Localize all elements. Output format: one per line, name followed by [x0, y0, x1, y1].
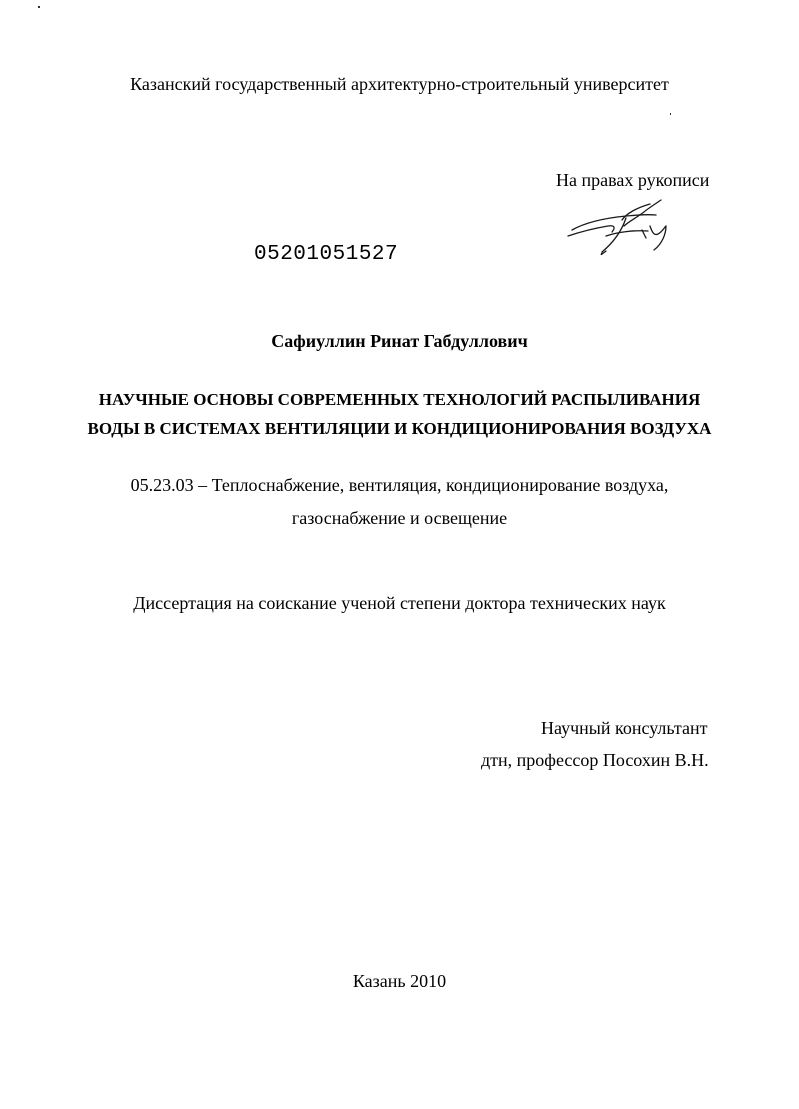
specialty-line-1: 05.23.03 – Теплоснабжение, вентиляция, кондиционирование воздуха, — [130, 475, 669, 495]
scan-speck — [38, 6, 40, 8]
scan-speck — [670, 113, 671, 115]
signature-icon — [566, 196, 676, 260]
place-year: Казань 2010 — [352, 971, 447, 991]
manuscript-rights: На правах рукописи — [556, 170, 710, 190]
degree-statement: Диссертация на соискание ученой степени доктора технических наук — [133, 593, 666, 613]
title-line-1: НАУЧНЫЕ ОСНОВЫ СОВРЕМЕННЫХ ТЕХНОЛОГИЙ РАСПЫЛИВАНИЯ — [98, 390, 701, 409]
author-name: Сафиуллин Ринат Габдуллович — [271, 331, 528, 351]
serial-number: 05201051527 — [254, 243, 399, 266]
title-line-2: ВОДЫ В СИСТЕМАХ ВЕНТИЛЯЦИИ И КОНДИЦИОНИРОВАНИЯ ВОЗДУХА — [87, 419, 712, 438]
specialty-line-2: газоснабжение и освещение — [291, 508, 508, 528]
university-name: Казанский государственный архитектурно-строительный университет — [130, 74, 669, 94]
consultant-label: Научный консультант — [541, 718, 708, 738]
consultant-name: дтн, профессор Посохин В.Н. — [481, 750, 709, 770]
